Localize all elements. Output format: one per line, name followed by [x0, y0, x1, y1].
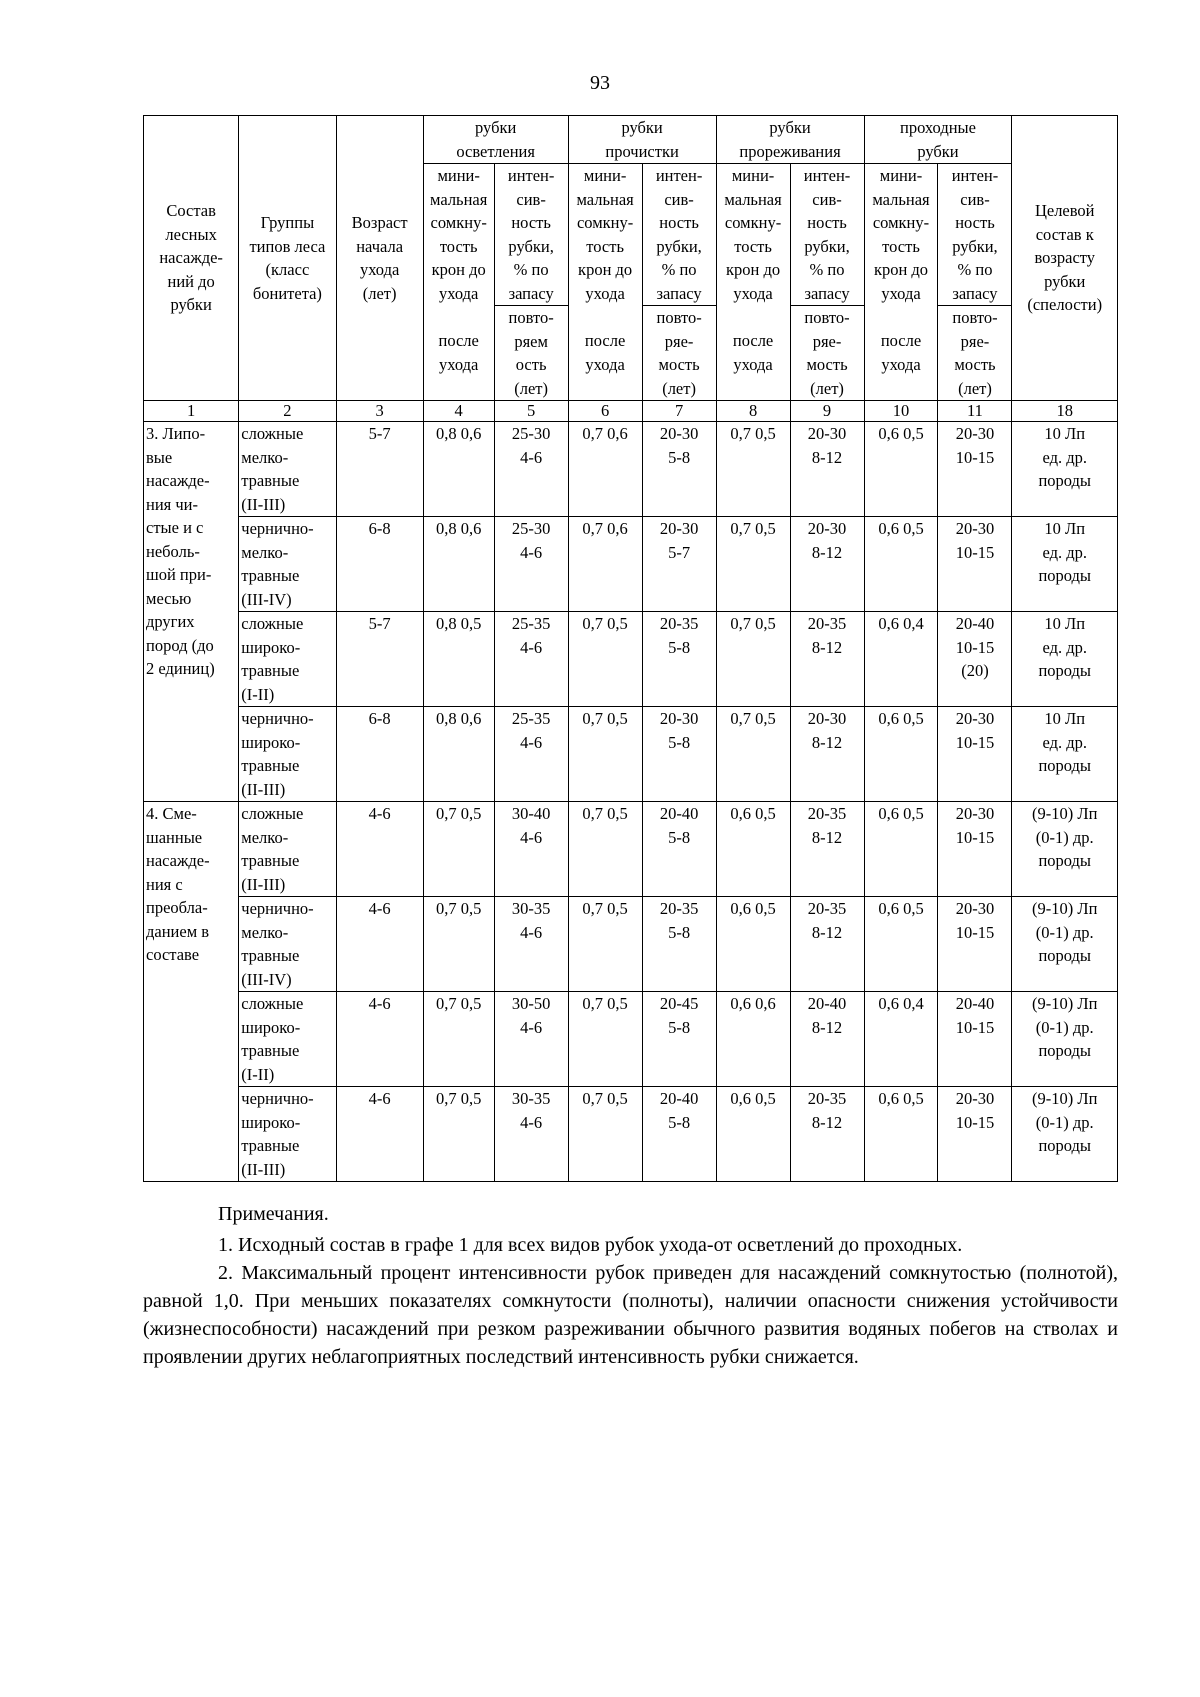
header-after-care: после ухода — [568, 306, 642, 401]
min-density-cell: 0,7 0,5 — [568, 707, 642, 802]
forest-type-cell: сложные широко- травные (I-II) — [239, 612, 336, 707]
min-density-cell: 0,8 0,6 — [423, 517, 494, 612]
target-composition-cell: 10 Лп ед. др. породы — [1012, 707, 1118, 802]
intensity-cell: 20-30 10-15 — [938, 422, 1012, 517]
min-density-cell: 0,6 0,6 — [716, 992, 790, 1087]
intensity-cell: 20-30 5-8 — [642, 422, 716, 517]
min-density-cell: 0,7 0,5 — [423, 1087, 494, 1182]
header-group-osvetlenie: рубки осветления — [423, 116, 568, 164]
composition-cell: 4. Сме- шанные насажде- ния с преобла- данием в составе — [144, 802, 239, 1182]
min-density-cell: 0,6 0,5 — [716, 802, 790, 897]
header-composition: Состав лесных насажде- ний до рубки — [144, 116, 239, 401]
min-density-cell: 0,7 0,5 — [568, 897, 642, 992]
intensity-cell: 20-35 8-12 — [790, 897, 864, 992]
column-number: 9 — [790, 401, 864, 422]
intensity-cell: 20-30 10-15 — [938, 517, 1012, 612]
column-number: 10 — [864, 401, 938, 422]
page-number: 93 — [590, 72, 610, 94]
start-age-cell: 6-8 — [336, 707, 423, 802]
header-repeat: повто- ряем ость (лет) — [494, 306, 568, 401]
header-row-groups — [144, 116, 1118, 164]
intensity-cell: 20-30 8-12 — [790, 422, 864, 517]
intensity-cell: 30-35 4-6 — [494, 1087, 568, 1182]
intensity-cell: 20-30 10-15 — [938, 897, 1012, 992]
target-composition-cell: 10 Лп ед. др. породы — [1012, 612, 1118, 707]
min-density-cell: 0,7 0,5 — [716, 707, 790, 802]
min-density-cell: 0,7 0,5 — [568, 1087, 642, 1182]
intensity-cell: 25-30 4-6 — [494, 517, 568, 612]
column-number: 6 — [568, 401, 642, 422]
header-group-prorezhivanie: рубки прореживания — [716, 116, 864, 164]
header-repeat: повто- ряе- мость (лет) — [642, 306, 716, 401]
header-min-density: мини- мальная сомкну- тость крон до ухода — [423, 164, 494, 306]
header-target: Целевой состав к возрасту рубки (спелости) — [1012, 116, 1118, 401]
intensity-cell: 20-40 10-15 — [938, 992, 1012, 1087]
table-row — [144, 707, 1118, 802]
header-forest-types: Группы типов леса (класс бонитета) — [239, 116, 336, 401]
column-number: 18 — [1012, 401, 1118, 422]
note-item: 1. Исходный состав в графе 1 для всех видов рубок ухода-от осветлений до проходных. — [218, 1234, 963, 1256]
table-body — [144, 116, 1118, 1182]
min-density-cell: 0,6 0,5 — [864, 802, 938, 897]
table-row — [144, 422, 1118, 517]
intensity-cell: 20-40 5-8 — [642, 802, 716, 897]
header-min-density: мини- мальная сомкну- тость крон до ухода — [716, 164, 790, 306]
column-number-row — [144, 401, 1118, 422]
table-row — [144, 1087, 1118, 1182]
forest-type-cell: сложные мелко- травные (II-III) — [239, 422, 336, 517]
target-composition-cell: 10 Лп ед. др. породы — [1012, 422, 1118, 517]
column-number: 11 — [938, 401, 1012, 422]
intensity-cell: 20-35 5-8 — [642, 612, 716, 707]
header-repeat: повто- ряе- мость (лет) — [938, 306, 1012, 401]
column-number: 8 — [716, 401, 790, 422]
header-group-prokhodnye: проходные рубки — [864, 116, 1012, 164]
header-after-care: после ухода — [423, 306, 494, 401]
header-repeat: повто- ряе- мость (лет) — [790, 306, 864, 401]
intensity-cell: 20-35 8-12 — [790, 802, 864, 897]
intensity-cell: 30-35 4-6 — [494, 897, 568, 992]
min-density-cell: 0,7 0,6 — [568, 422, 642, 517]
min-density-cell: 0,7 0,5 — [423, 802, 494, 897]
forest-type-cell: чернично- широко- травные (II-III) — [239, 1087, 336, 1182]
start-age-cell: 4-6 — [336, 802, 423, 897]
min-density-cell: 0,7 0,5 — [423, 897, 494, 992]
forest-thinning-table — [143, 115, 1118, 1182]
min-density-cell: 0,6 0,5 — [864, 1087, 938, 1182]
intensity-cell: 25-35 4-6 — [494, 612, 568, 707]
min-density-cell: 0,6 0,4 — [864, 612, 938, 707]
target-composition-cell: (9-10) Лп (0-1) др. породы — [1012, 802, 1118, 897]
header-after-care: после ухода — [716, 306, 790, 401]
start-age-cell: 5-7 — [336, 612, 423, 707]
column-number: 4 — [423, 401, 494, 422]
table-row — [144, 992, 1118, 1087]
intensity-cell: 20-40 5-8 — [642, 1087, 716, 1182]
min-density-cell: 0,8 0,6 — [423, 422, 494, 517]
start-age-cell: 4-6 — [336, 1087, 423, 1182]
header-min-density: мини- мальная сомкну- тость крон до ухода — [568, 164, 642, 306]
min-density-cell: 0,6 0,5 — [864, 897, 938, 992]
target-composition-cell: 10 Лп ед. др. породы — [1012, 517, 1118, 612]
notes-title: Примечания. — [218, 1203, 329, 1225]
start-age-cell: 6-8 — [336, 517, 423, 612]
column-number: 2 — [239, 401, 336, 422]
intensity-cell: 20-30 8-12 — [790, 517, 864, 612]
intensity-cell: 30-50 4-6 — [494, 992, 568, 1087]
min-density-cell: 0,7 0,6 — [568, 517, 642, 612]
column-number: 5 — [494, 401, 568, 422]
header-intensity: интен- сив- ность рубки, % по запасу — [642, 164, 716, 306]
intensity-cell: 20-40 8-12 — [790, 992, 864, 1087]
note-item: 2. Максимальный процент интенсивности рубок приведен для насаждений сомкнутостью (полнотой), равной 1,0. При меньших показателях сомкнутости (полноты), наличии опасности снижения устойчивости (жизнеспособности) насаждений при резком разреживании обычного развития водяных побегов на стволах и проявлении других неблагоприятных последствий интенсивность рубки снижается. — [143, 1262, 1118, 1368]
header-intensity: интен- сив- ность рубки, % по запасу — [938, 164, 1012, 306]
min-density-cell: 0,7 0,5 — [423, 992, 494, 1087]
min-density-cell: 0,7 0,5 — [716, 517, 790, 612]
table-row — [144, 897, 1118, 992]
min-density-cell: 0,6 0,5 — [864, 422, 938, 517]
header-intensity: интен- сив- ность рубки, % по запасу — [494, 164, 568, 306]
header-after-care: после ухода — [864, 306, 938, 401]
intensity-cell: 20-30 10-15 — [938, 802, 1012, 897]
forest-type-cell: чернично- мелко- травные (III-IV) — [239, 897, 336, 992]
intensity-cell: 25-30 4-6 — [494, 422, 568, 517]
intensity-cell: 20-30 5-7 — [642, 517, 716, 612]
table-row — [144, 517, 1118, 612]
min-density-cell: 0,7 0,5 — [716, 612, 790, 707]
min-density-cell: 0,6 0,5 — [716, 1087, 790, 1182]
header-min-density: мини- мальная сомкну- тость крон до ухода — [864, 164, 938, 306]
column-number: 7 — [642, 401, 716, 422]
start-age-cell: 4-6 — [336, 897, 423, 992]
intensity-cell: 20-30 5-8 — [642, 707, 716, 802]
header-intensity: интен- сив- ность рубки, % по запасу — [790, 164, 864, 306]
composition-cell: 3. Липо- вые насажде- ния чи- стые и с неболь- шой при- месью других пород (до 2 единиц) — [144, 422, 239, 802]
start-age-cell: 4-6 — [336, 992, 423, 1087]
min-density-cell: 0,6 0,5 — [864, 517, 938, 612]
intensity-cell: 20-40 10-15 (20) — [938, 612, 1012, 707]
intensity-cell: 20-30 10-15 — [938, 1087, 1012, 1182]
forest-type-cell: сложные мелко- травные (II-III) — [239, 802, 336, 897]
table-row — [144, 802, 1118, 897]
min-density-cell: 0,6 0,5 — [864, 707, 938, 802]
min-density-cell: 0,8 0,6 — [423, 707, 494, 802]
target-composition-cell: (9-10) Лп (0-1) др. породы — [1012, 897, 1118, 992]
header-group-prochistka: рубки прочистки — [568, 116, 716, 164]
forest-type-cell: чернично- широко- травные (II-III) — [239, 707, 336, 802]
min-density-cell: 0,8 0,5 — [423, 612, 494, 707]
intensity-cell: 20-35 5-8 — [642, 897, 716, 992]
target-composition-cell: (9-10) Лп (0-1) др. породы — [1012, 992, 1118, 1087]
intensity-cell: 20-30 8-12 — [790, 707, 864, 802]
start-age-cell: 5-7 — [336, 422, 423, 517]
forest-type-cell: чернично- мелко- травные (III-IV) — [239, 517, 336, 612]
intensity-cell: 20-35 8-12 — [790, 612, 864, 707]
forest-type-cell: сложные широко- травные (I-II) — [239, 992, 336, 1087]
header-start-age: Возраст начала ухода (лет) — [336, 116, 423, 401]
notes-section — [143, 1200, 1118, 1371]
column-number: 3 — [336, 401, 423, 422]
min-density-cell: 0,6 0,4 — [864, 992, 938, 1087]
min-density-cell: 0,7 0,5 — [716, 422, 790, 517]
target-composition-cell: (9-10) Лп (0-1) др. породы — [1012, 1087, 1118, 1182]
intensity-cell: 20-45 5-8 — [642, 992, 716, 1087]
table-row — [144, 612, 1118, 707]
column-number: 1 — [144, 401, 239, 422]
min-density-cell: 0,7 0,5 — [568, 992, 642, 1087]
min-density-cell: 0,7 0,5 — [568, 802, 642, 897]
min-density-cell: 0,6 0,5 — [716, 897, 790, 992]
min-density-cell: 0,7 0,5 — [568, 612, 642, 707]
intensity-cell: 20-30 10-15 — [938, 707, 1012, 802]
intensity-cell: 30-40 4-6 — [494, 802, 568, 897]
intensity-cell: 25-35 4-6 — [494, 707, 568, 802]
intensity-cell: 20-35 8-12 — [790, 1087, 864, 1182]
